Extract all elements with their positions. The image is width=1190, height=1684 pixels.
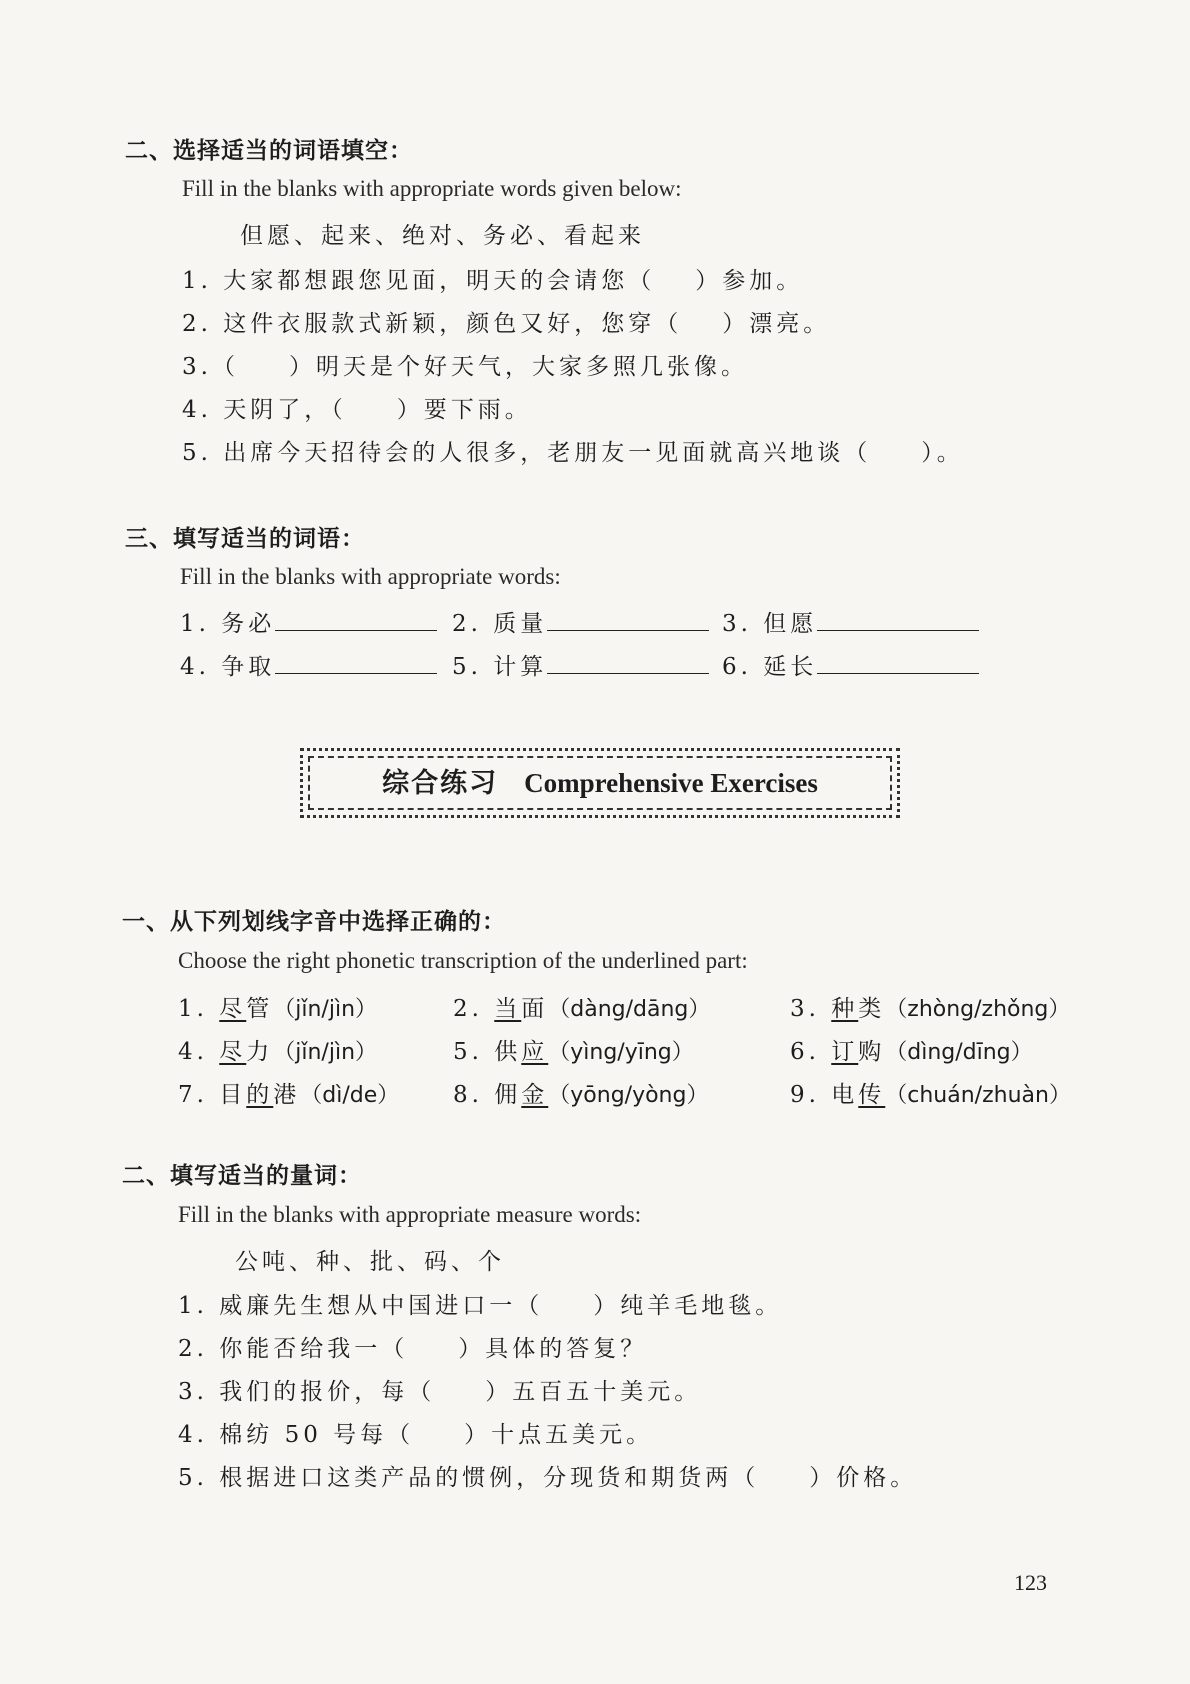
phonetic-item: 4. 尽力（jǐn/jìn） xyxy=(178,1039,378,1065)
phonetic-item: 1. 尽管（jǐn/jìn） xyxy=(178,996,378,1022)
fill-item: 5. 计算 xyxy=(452,648,709,681)
exercise-item: 2. 你能否给我一（ ）具体的答复？ xyxy=(178,1336,648,1362)
box-title: 综合练习 Comprehensive Exercises xyxy=(382,768,818,799)
exercise-item: 2. 这件衣服款式新颖，颜色又好，您穿（ ）漂亮。 xyxy=(182,311,831,337)
phonetic-item: 7. 目的港（dì/de） xyxy=(178,1082,400,1108)
instruction-text: Fill in the blanks with appropriate words given below: xyxy=(182,176,682,201)
comprehensive-exercises-box xyxy=(300,748,900,818)
phonetic-item: 6. 订购（dìng/dīng） xyxy=(790,1039,1033,1065)
exercise-item: 1. 威廉先生想从中国进口一（ ）纯羊毛地毯。 xyxy=(178,1293,783,1319)
instruction-text: Fill in the blanks with appropriate measure words: xyxy=(178,1202,642,1227)
phonetic-item: 2. 当面（dàng/dāng） xyxy=(453,996,711,1022)
exercise-item: 4. 天阴了，（ ）要下雨。 xyxy=(182,397,532,423)
word-bank: 但愿、起来、绝对、务必、看起来 xyxy=(240,223,645,249)
phonetic-item: 9. 电传（chuán/zhuàn） xyxy=(790,1082,1071,1108)
phonetic-item: 5. 供应（yìng/yīng） xyxy=(453,1039,694,1065)
fill-item: 4. 争取 xyxy=(180,648,437,681)
fill-item: 2. 质量 xyxy=(452,605,709,638)
phonetic-item: 3. 种类（zhòng/zhǒng） xyxy=(790,996,1071,1022)
fill-item: 3. 但愿 xyxy=(722,605,979,638)
word-bank: 公吨、种、批、码、个 xyxy=(235,1249,505,1275)
exercise-item: 4. 棉纺 50 号每（ ）十点五美元。 xyxy=(178,1422,654,1448)
exercise-item: 5. 根据进口这类产品的惯例，分现货和期货两（ ）价格。 xyxy=(178,1465,918,1491)
instruction-text: Choose the right phonetic transcription of the underlined part: xyxy=(178,948,748,973)
page-number: 123 xyxy=(1014,1570,1047,1595)
instruction-text: Fill in the blanks with appropriate words: xyxy=(180,564,561,589)
section-heading: 二、填写适当的量词： xyxy=(122,1163,362,1189)
fill-item: 6. 延长 xyxy=(722,648,979,681)
exercise-item: 1. 大家都想跟您见面，明天的会请您（ ）参加。 xyxy=(182,268,804,294)
exercise-item: 3. 我们的报价，每（ ）五百五十美元。 xyxy=(178,1379,702,1405)
section-heading: 三、填写适当的词语： xyxy=(125,526,365,552)
fill-item: 1. 务必 xyxy=(180,605,437,638)
section-heading: 二、选择适当的词语填空： xyxy=(125,138,413,164)
exercise-item: 3.（ ）明天是个好天气，大家多照几张像。 xyxy=(182,354,748,380)
section-heading: 一、从下列划线字音中选择正确的： xyxy=(122,909,506,935)
exercise-item: 5. 出席今天招待会的人很多，老朋友一见面就高兴地谈（ ）。 xyxy=(182,440,964,466)
phonetic-item: 8. 佣金（yōng/yòng） xyxy=(453,1082,709,1108)
